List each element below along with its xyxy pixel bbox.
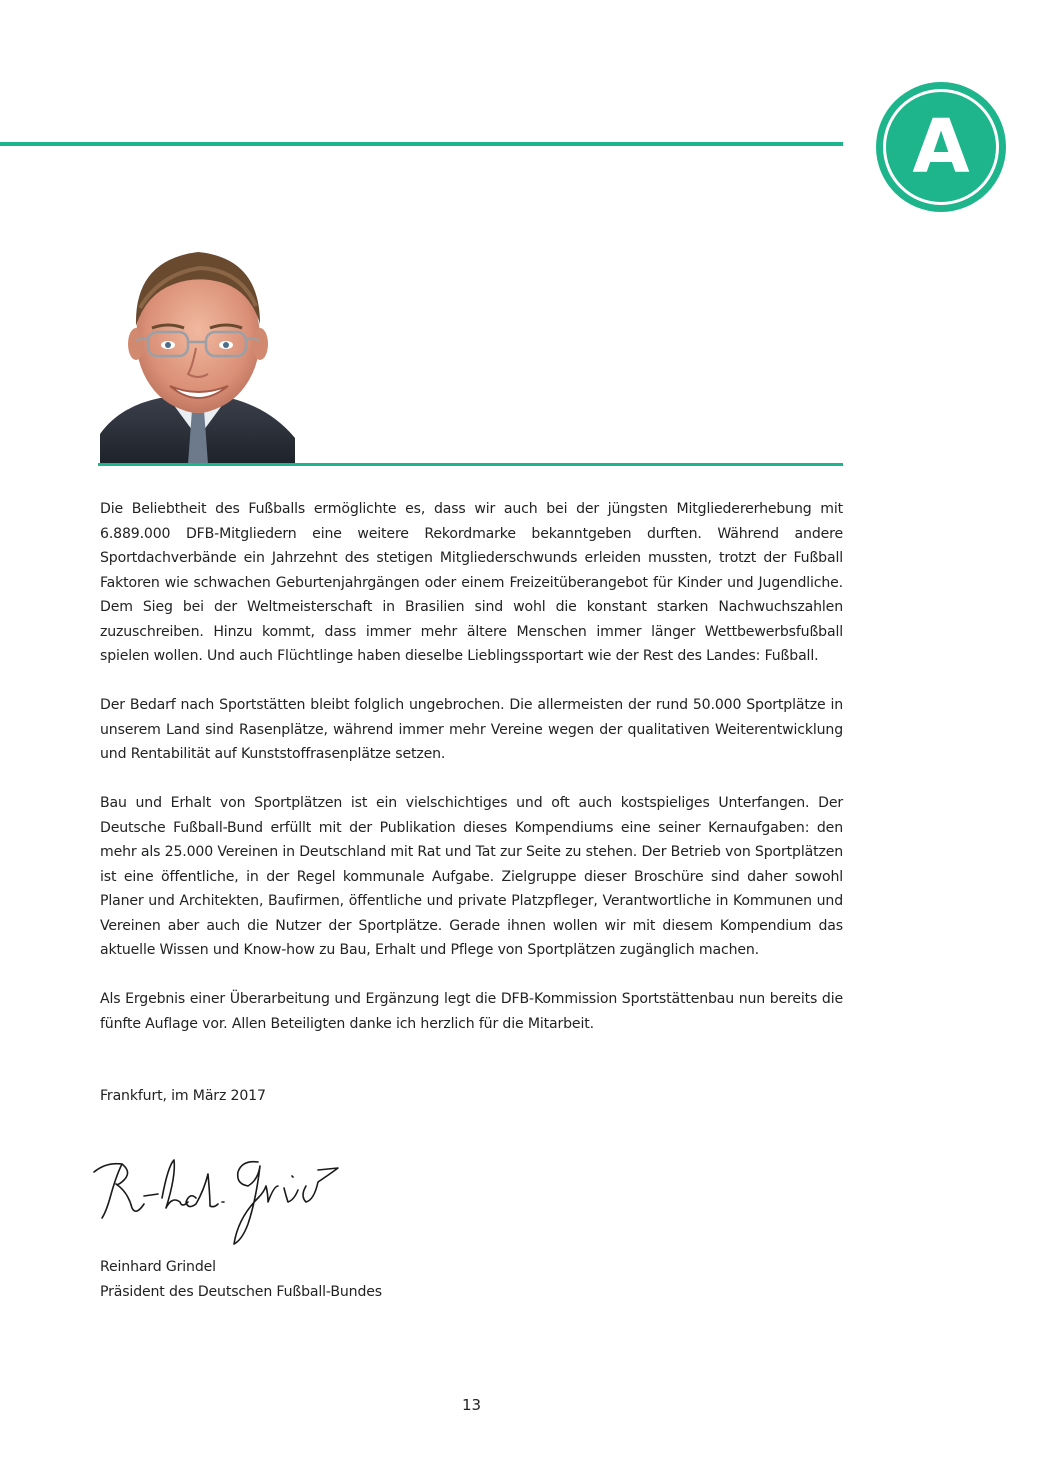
chapter-badge [876, 82, 1006, 212]
paragraph: Bau und Erhalt von Sportplätzen ist ein vielschichtiges und oft auch kostspieliges Unterfangen. Der Deutsche Fußball-Bund erfüllt mit der Publikation dieses Kompendiums eine seiner Kernaufgaben: den mehr als 25.000 Vereinen in Deutschland mit Rat und Tat zur Seite zu stehen. Der Betrieb von Sportplätzen ist eine öffentliche, in der Regel kommunale Aufgabe. Zielgruppe dieser Broschüre sind daher sowohl Planer und Architekten, Baufirmen, öffentliche und private Platzpfleger, Verantwortliche in Kommunen und Vereinen aber auch die Nutzer der Sportplätze. Gerade ihnen wollen wir mit diesem Kompendium das aktuelle Wissen und Know-how zu Bau, Erhalt und Pflege von Sportplätzen zugänglich machen. [100, 795, 843, 958]
place-date: Frankfurt, im März 2017 [100, 1088, 266, 1104]
signature-icon [92, 1146, 362, 1254]
signer-block [100, 1255, 382, 1304]
signer-name: Reinhard Grindel [100, 1259, 216, 1275]
paragraph: Die Beliebtheit des Fußballs ermöglichte es, dass wir auch bei der jüngsten Mitgliedererhebung mit 6.889.000 DFB-Mitgliedern eine weitere Rekordmarke bekanntgeben durften. Während andere Sportdachverbände ein Jahrzehnt des stetigen Mitgliederschwunds erleiden mussten, trotzt der Fußball Faktoren wie schwachen Geburtenjahrgängen oder einem Freizeitüberangebot für Kinder und Jugendliche. Dem Sieg bei der Weltmeisterschaft in Brasilien sind wohl die konstant starken Nachwuchszahlen zuzuschreiben. Hinzu kommt, dass immer mehr ältere Menschen immer länger Wettbewerbsfußball spielen wollen. Und auch Flüchtlinge haben dieselbe Lieblingssportart wie der Rest des Landes: Fußball. [100, 501, 843, 664]
body-text [100, 497, 843, 1061]
page-number: 13 [461, 1396, 482, 1414]
header-rule [0, 142, 843, 146]
paragraph: Als Ergebnis einer Überarbeitung und Ergänzung legt die DFB-Kommission Sportstättenbau nun bereits die fünfte Auflage vor. Allen Beteiligten danke ich herzlich für die Mitarbeit. [100, 991, 843, 1032]
chapter-letter: A [912, 104, 970, 190]
paragraph: Der Bedarf nach Sportstätten bleibt folglich ungebrochen. Die allermeisten der rund 50.000 Sportplätze in unserem Land sind Rasenplätze, während immer mehr Vereine wegen der qualitativen Weiterentwicklung und Rentabilität auf Kunststoffrasenplätze setzen. [100, 697, 843, 762]
portrait-photo [100, 238, 295, 464]
portrait-icon [100, 238, 295, 464]
signer-title: Präsident des Deutschen Fußball-Bundes [100, 1283, 382, 1300]
photo-rule [98, 463, 843, 466]
